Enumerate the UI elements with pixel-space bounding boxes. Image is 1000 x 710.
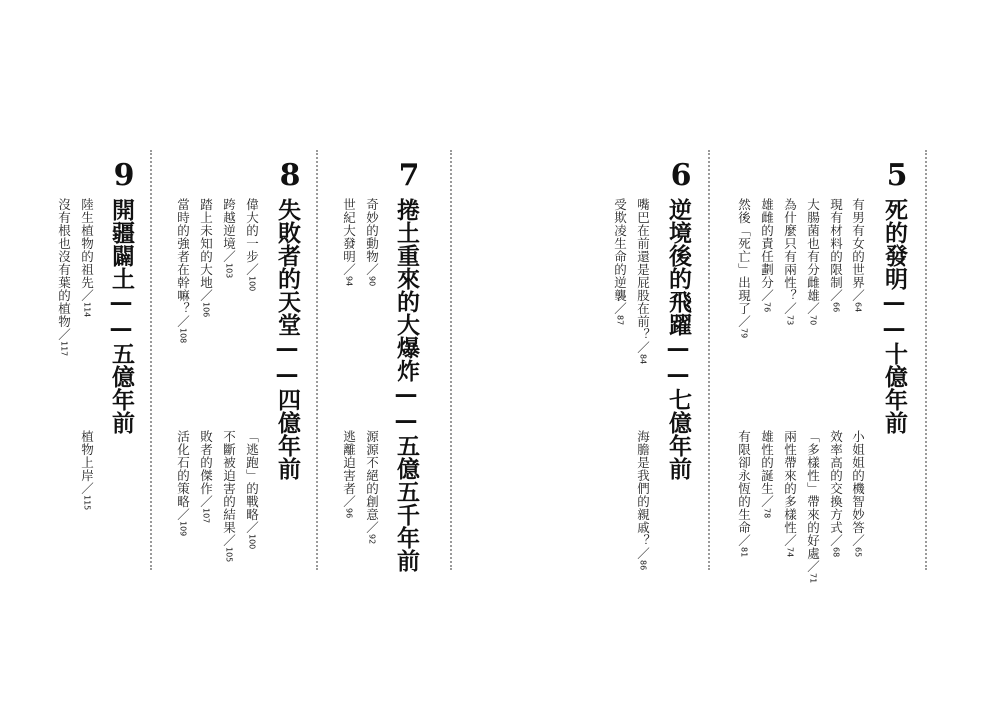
chapter-number-7: 7 — [398, 158, 420, 193]
toc-entry[interactable] — [57, 198, 70, 356]
toc-entry-text: 沒有根也沒有葉的植物／ — [56, 198, 72, 341]
toc-entry[interactable] — [613, 198, 626, 325]
toc-entry[interactable] — [783, 198, 796, 325]
toc-entry-text: 兩性帶來的多樣性／ — [782, 430, 798, 547]
toc-entry-page: 109 — [178, 521, 188, 537]
toc-entry[interactable] — [80, 430, 93, 510]
toc-entry-page: 78 — [762, 508, 772, 519]
toc-entry-text: 踏上未知的大地／ — [198, 198, 214, 302]
toc-entry[interactable] — [760, 430, 773, 518]
toc-entry[interactable] — [760, 198, 773, 312]
toc-entry-text: 跨越逆境／ — [221, 198, 237, 263]
toc-entry[interactable] — [737, 198, 750, 338]
toc-entry[interactable] — [365, 198, 378, 286]
chapter-title-8: 失敗者的天堂——四億年前 — [274, 198, 300, 480]
toc-entry[interactable] — [176, 430, 189, 536]
chapter-title-9: 開疆闢土——五億年前 — [108, 198, 134, 434]
toc-entry-text: 然後「死亡」出現了／ — [736, 198, 752, 328]
toc-entry[interactable] — [245, 198, 258, 291]
toc-entry[interactable] — [245, 430, 258, 549]
toc-entry-page: 108 — [178, 328, 188, 344]
toc-entry-text: 奇妙的動物／ — [364, 198, 380, 276]
toc-entry-page: 71 — [808, 573, 818, 584]
toc-entry-text: 「逃跑」的戰略／ — [244, 430, 260, 534]
toc-entry-page: 94 — [344, 276, 354, 287]
chapter-number-8: 8 — [279, 158, 301, 193]
chapter-title-7: 捲土重來的大爆炸——五億五千年前 — [393, 198, 419, 572]
toc-entry[interactable] — [783, 430, 796, 557]
toc-entry-page: 87 — [615, 315, 625, 326]
toc-entry-page: 117 — [59, 341, 69, 357]
toc-entry-text: 為什麼只有兩性？／ — [782, 198, 798, 315]
toc-entry-page: 105 — [224, 547, 234, 563]
toc-entry-page: 106 — [201, 302, 211, 318]
toc-entry-text: 雄性的誕生／ — [759, 430, 775, 508]
toc-entry-page: 103 — [224, 263, 234, 279]
toc-entry[interactable] — [851, 198, 864, 312]
toc-entry-text: 活化石的策略／ — [175, 430, 191, 521]
toc-entry[interactable] — [737, 430, 750, 557]
toc-entry-page: 64 — [853, 302, 863, 313]
toc-entry[interactable] — [365, 430, 378, 544]
chapter-number-5: 5 — [886, 158, 908, 193]
toc-entry[interactable] — [806, 198, 819, 325]
toc-entry[interactable] — [222, 430, 235, 562]
toc-entry-text: 植物上岸／ — [79, 430, 95, 495]
divider-right — [925, 150, 927, 570]
toc-entry-text: 小姐姐的機智妙答／ — [850, 430, 866, 547]
toc-entry-text: 效率高的交換方式／ — [828, 430, 844, 547]
toc-entry-page: 74 — [785, 547, 795, 558]
toc-entry-text: 不斷被迫害的結果／ — [221, 430, 237, 547]
chapter-title-6: 逆境後的飛躍——七億年前 — [665, 198, 691, 480]
divider-left — [150, 150, 152, 570]
toc-entry-page: 66 — [831, 302, 841, 313]
toc-entry[interactable] — [342, 430, 355, 518]
toc-entry-page: 76 — [762, 302, 772, 313]
toc-entry-page: 115 — [82, 495, 92, 511]
toc-entry[interactable] — [342, 198, 355, 286]
toc-entry-page: 114 — [82, 302, 92, 318]
toc-entry-page: 65 — [853, 547, 863, 558]
toc-entry[interactable] — [222, 198, 235, 278]
toc-entry-text: 嘴巴在前還是屁股在前？／ — [635, 198, 651, 354]
toc-entry-page: 68 — [831, 547, 841, 558]
chapter-title-5: 死的發明——十億年前 — [881, 198, 907, 434]
toc-entry-page: 107 — [201, 508, 211, 524]
toc-entry-text: 世紀大發明／ — [341, 198, 357, 276]
toc-entry-text: 當時的強者在幹嘛？／ — [175, 198, 191, 328]
toc-entry[interactable] — [829, 430, 842, 557]
toc-entry-page: 92 — [367, 534, 377, 545]
divider-middle-right — [708, 150, 710, 570]
toc-entry[interactable] — [199, 198, 212, 317]
divider-middle-left — [316, 150, 318, 570]
toc-entry-text: 海膽是我們的親戚？／ — [635, 430, 651, 560]
toc-entry[interactable] — [636, 430, 649, 570]
toc-entry-page: 81 — [739, 547, 749, 558]
toc-entry-page: 100 — [247, 534, 257, 550]
chapter-number-9: 9 — [113, 158, 135, 193]
toc-entry-page: 79 — [739, 328, 749, 339]
toc-entry-page: 96 — [344, 508, 354, 519]
toc-entry-text: 源源不絕的創意／ — [364, 430, 380, 534]
toc-entry-text: 敗者的傑作／ — [198, 430, 214, 508]
divider-middle — [450, 150, 452, 570]
toc-entry-text: 有限卻永恆的生命／ — [736, 430, 752, 547]
toc-entry-text: 逃離迫害者／ — [341, 430, 357, 508]
toc-entry-text: 「多樣性」帶來的好處／ — [805, 430, 821, 573]
toc-entry[interactable] — [176, 198, 189, 343]
toc-entry-text: 陸生植物的祖先／ — [79, 198, 95, 302]
toc-entry-text: 雄雌的責任劃分／ — [759, 198, 775, 302]
toc-entry-page: 100 — [247, 276, 257, 292]
toc-entry-page: 84 — [638, 354, 648, 365]
toc-entry[interactable] — [636, 198, 649, 364]
toc-entry[interactable] — [806, 430, 819, 583]
toc-entry-text: 大腸菌也有分雌雄／ — [805, 198, 821, 315]
toc-entry[interactable] — [829, 198, 842, 312]
toc-entry[interactable] — [851, 430, 864, 557]
toc-entry-page: 70 — [808, 315, 818, 326]
toc-entry-text: 受欺凌生命的逆襲／ — [612, 198, 628, 315]
toc-entry-text: 偉大的一步／ — [244, 198, 260, 276]
toc-entry-page: 73 — [785, 315, 795, 326]
toc-entry-text: 有男有女的世界／ — [850, 198, 866, 302]
toc-entry[interactable] — [80, 198, 93, 317]
toc-entry-page: 86 — [638, 560, 648, 571]
chapter-number-6: 6 — [670, 158, 692, 193]
toc-entry[interactable] — [199, 430, 212, 523]
toc-entry-page: 90 — [367, 276, 377, 287]
toc-entry-text: 現有材料的限制／ — [828, 198, 844, 302]
